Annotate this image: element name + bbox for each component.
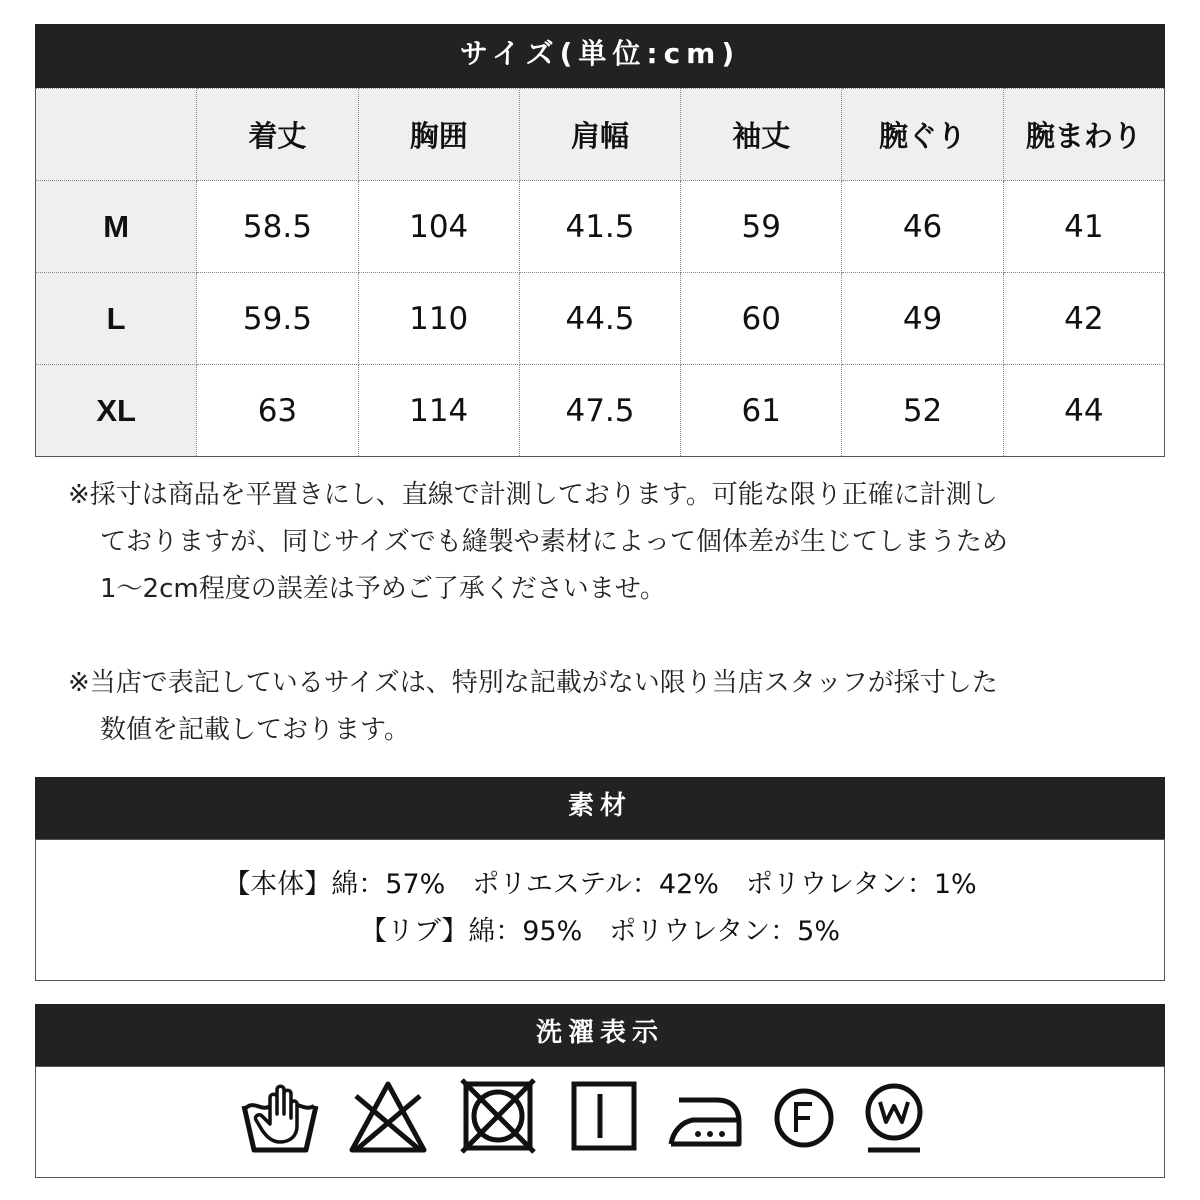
table-cell: 44.5 (519, 273, 680, 365)
note-line: ておりますが、同じサイズでも縫製や素材によって個体差が生じてしまうため (100, 527, 1008, 557)
table-cell: 42 (1003, 273, 1164, 365)
hand-wash-icon (240, 1078, 320, 1156)
material-section-header (35, 777, 1165, 839)
no-tumble-dry-icon (458, 1078, 538, 1156)
size-label-note (68, 660, 1168, 754)
table-cell: 47.5 (519, 365, 680, 457)
no-bleach-icon (348, 1078, 428, 1156)
table-cell: 114 (358, 365, 519, 457)
material-box (35, 839, 1165, 981)
dry-clean-f-icon (772, 1078, 836, 1156)
note-line: 数値を記載しております。 (100, 715, 410, 745)
table-cell: 104 (358, 181, 519, 273)
column-header: 腕ぐり (842, 89, 1003, 181)
size-table-corner-cell (36, 89, 197, 181)
table-cell: 60 (681, 273, 842, 365)
size-label: L (36, 273, 197, 365)
note-line: ※当店で表記しているサイズは、特別な記載がない限り当店スタッフが採寸した (68, 668, 998, 698)
size-label: XL (36, 365, 197, 457)
care-section-title: 洗濯表示 (535, 1018, 664, 1048)
column-header: 腕まわり (1003, 89, 1164, 181)
table-cell: 41 (1003, 181, 1164, 273)
size-section-header (35, 24, 1165, 88)
measurement-note (68, 472, 1168, 613)
table-cell: 59.5 (197, 273, 358, 365)
low-iron-icon (665, 1078, 745, 1156)
material-section-title: 素材 (567, 791, 632, 821)
table-cell: 63 (197, 365, 358, 457)
table-row (36, 365, 1165, 457)
size-section-title: サイズ(単位:cm) (459, 37, 741, 70)
table-cell: 61 (681, 365, 842, 457)
size-label: M (36, 181, 197, 273)
table-cell: 52 (842, 365, 1003, 457)
table-cell: 46 (842, 181, 1003, 273)
table-cell: 59 (681, 181, 842, 273)
table-cell: 44 (1003, 365, 1164, 457)
wet-clean-w-icon (862, 1078, 926, 1156)
table-row (36, 181, 1165, 273)
line-dry-icon (570, 1078, 640, 1156)
table-row (36, 273, 1165, 365)
note-line: 1～2cm程度の誤差は予めご了承くださいませ。 (100, 574, 666, 604)
table-cell: 49 (842, 273, 1003, 365)
material-line-body: 【本体】綿：57% ポリエステル：42% ポリウレタン：1% (223, 869, 977, 900)
column-header: 袖丈 (681, 89, 842, 181)
column-header: 着丈 (197, 89, 358, 181)
table-cell: 110 (358, 273, 519, 365)
size-table-header-row (36, 89, 1165, 181)
table-cell: 41.5 (519, 181, 680, 273)
column-header: 胸囲 (358, 89, 519, 181)
note-line: ※採寸は商品を平置きにし、直線で計測しております。可能な限り正確に計測し (68, 480, 998, 510)
column-header: 肩幅 (519, 89, 680, 181)
table-cell: 58.5 (197, 181, 358, 273)
care-section-header (35, 1004, 1165, 1066)
size-table (35, 88, 1165, 457)
material-line-rib: 【リブ】綿：95% ポリウレタン：5% (359, 916, 841, 947)
